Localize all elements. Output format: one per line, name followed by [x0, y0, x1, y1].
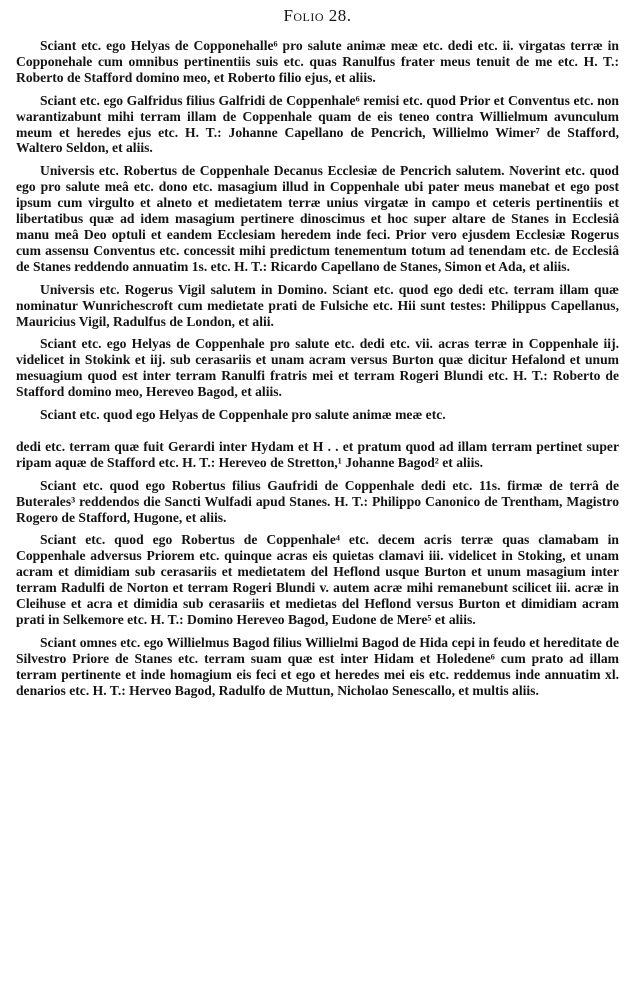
folio-heading: Folio 28.: [283, 6, 352, 25]
charter-paragraph: Sciant etc. quod ego Robertus de Coppenhale⁴ etc. decem acris terræ quas clamabam in Coppenhale adversus Priorem etc. quinque acras eis quietas clamavi iii. videlicet in Stoking, et unam acram et dimidiam sub cerasariis et medietatem del Heflond usque Burton et unum masagium inter terram Radulfi de Norton et terram Rogeri Blundi v. autem acræ mihi remanebunt scilicet iii. acræ in Cleihuse et acra et dimidia sub cerasariis et medietas del Heflond versus Burton et dimidiam acram prati in Selkemore etc. H. T.: Domino Hereveo Bagod, Eudone de Mere⁵ et aliis.: [16, 532, 619, 627]
charter-paragraph: Sciant etc. quod ego Robertus filius Gaufridi de Coppenhale dedi etc. 11s. firmæ de terrâ de Buterales³ reddendos die Sancti Wulfadi apud Stanes. H. T.: Philippo Canonico de Trentham, Magistro Rogero de Stafford, Hugone, et aliis.: [16, 477, 619, 525]
charter-paragraph: Sciant etc. ego Helyas de Copponehalle⁶ pro salute animæ meæ etc. dedi etc. ii. virgatas terræ in Copponehale cum omnibus pertinentiis suis etc. quas Ranulfus frater meus tenuit de me etc. H. T.: Roberto de Stafford domino meo, et Roberto filio ejus, et aliis.: [16, 38, 619, 85]
charter-paragraph: Sciant etc. ego Helyas de Coppenhale pro salute etc. dedi etc. vii. acras terræ in Coppenhale iij. videlicet in Stokink et iij. sub cerasariis et unam acram versus Burton quæ dicitur Hefalond et unum mesuagium quod est inter terram Ranulfi fratris mei et terram Rogeri Blundi etc. H. T.: Roberto de Stafford domino meo, Hereveo Bagod, et aliis.: [16, 336, 619, 400]
charter-paragraph: Universis etc. Rogerus Vigil salutem in Domino. Sciant etc. quod ego dedi etc. terram illam quæ nominatur Wunrichescroft cum medietate prati de Fulsiche etc. Hii sunt testes: Philippus Capellanus, Mauricius Vigil, Radulfus de London, et alii.: [16, 281, 619, 329]
charter-paragraph: Sciant etc. quod ego Helyas de Coppenhale pro salute animæ meæ etc.: [40, 407, 446, 423]
charter-paragraph: Sciant etc. ego Galfridus filius Galfridi de Coppenhale⁶ remisi etc. quod Prior et Conventus etc. non warantizabunt mihi terram illam de Coppenhale quam de eis teneo contra Willielmum avunculum meum et heredes ejus etc. H. T.: Johanne Capellano de Pencrich, Willielmo Wimer⁷ de Stafford, Waltero Seldon, et aliis.: [16, 92, 619, 156]
charter-paragraph-continued: dedi etc. terram quæ fuit Gerardi inter Hydam et H . . et pratum quod ad illam terram pertinet super ripam aquæ de Stafford etc. H. T.: Hereveo de Stretton,¹ Johanne Bagod² et aliis.: [16, 438, 619, 470]
charter-paragraph: Sciant omnes etc. ego Willielmus Bagod filius Willielmi Bagod de Hida cepi in feudo et hereditate de Silvestro Priore de Stanes etc. terram suam quæ est inter Hidam et Holedene⁶ cum prato ad illam terram pertinente et inde homagium eis feci et ego et heredes mei eis etc. reddemus inde annuatim xl. denarios etc. H. T.: Herveo Bagod, Radulfo de Muttun, Nicholao Senescallo, et multis aliis.: [16, 634, 619, 698]
charter-paragraph: Universis etc. Robertus de Coppenhale Decanus Ecclesiæ de Pencrich salutem. Noverint etc. quod ego pro salute meâ etc. dono etc. masagium illud in Coppenhale ubi pater meus manebat et ego post ipsum cum virgulto et alneto et medietatem terræ unius virgatæ in campo et ceteris pertinentiis et libertatibus quæ ad idem masagium pertinere dinoscimus et hoc super altare de Stanes in Ecclesiâ manu meâ Deo optuli et eandem Ecclesiam heredem inde feci. Prior vero ejusdem Ecclesiæ Rogerus cum assensu Conventus etc. concessit mihi predictum tenementum totum ad tenendam etc. de Ecclesiâ de Stanes reddendo annuatim 1s. etc. H. T.: Ricardo Capellano de Stanes, Simon et Ada, et aliis.: [16, 163, 619, 274]
